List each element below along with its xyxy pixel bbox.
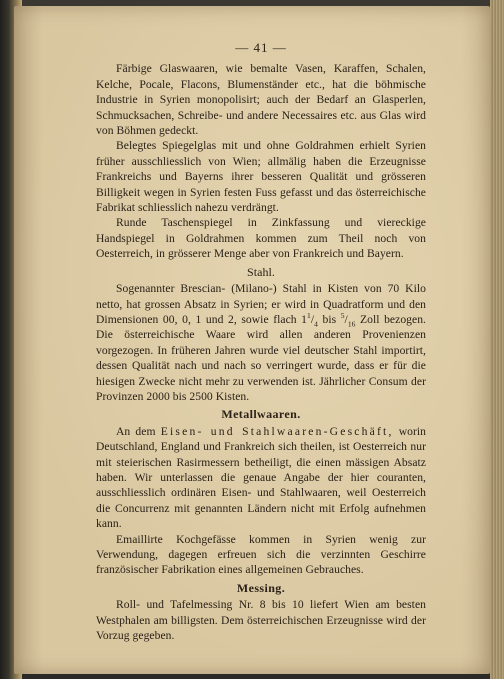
paragraph-spiegelglas: Belegtes Spiegelglas mit und ohne Goldrahmen erhielt Syrien früher ausschliesslich von Wien; allmälig haben die Erzeugnisse Frankreichs und Bayerns ihrer besseren Qualität und grösseren Billigkeit wegen in Syrien festen Fuss gefasst und das österreichische Fabrikat schliesslich nahezu verdrängt.	[96, 139, 426, 215]
stahl-text-2: bis	[317, 312, 341, 326]
paragraph-messing: Roll- und Tafelmessing Nr. 8 bis 10 liefert Wien am besten Westphalen am billigsten. Dem österreichischen Erzeugnisse wird der Vorzug gegeben.	[96, 598, 426, 643]
fraction-1-numerator: 1	[307, 311, 311, 321]
metall-spaced-term: Eisen- und Stahlwaaren-Geschäft,	[160, 424, 394, 438]
metall-rest: worin Deutschland, England und Frankreich sich theilen, ist Oesterreich nur mit steierischen Rasirmessern betheiligt, die einen mässigen Absatz haben. Wir unterlassen die genaue Angabe der hier couranten, ausschliesslich ordinären Eisen- und Stahlwaaren, weil Oesterreich die Concurrenz mit genannten Ländern nicht mit Erfolg aufnehmen kann.	[96, 424, 427, 531]
metall-intro: An dem	[116, 424, 161, 438]
paragraph-eisen-stahl	[96, 424, 426, 532]
paragraph-stahl: Sogenannter Brescian- (Milano-) Stahl in Kisten von 70 Kilo netto, hat grossen Absatz in Syrien; er wird in Quadratform und den Dimensionen 00, 0, 1 und 2, sowie flach $1^1/_4$ bis $^5/_{16}$ Zoll bezogen. Die österreichische Waare wird allen anderen Provenienzen vorgezogen. In früheren Jahren wurde viel deutscher Stahl importirt, dessen Qualität nach und nach so verringert wurde, dass er für die hiesigen Zwecke nicht mehr zu verwenden ist. Jährlicher Consum der Provinzen 2000 bis 2500 Kisten.	[96, 282, 426, 403]
page-edges	[490, 0, 504, 679]
stahl-text-1: Sogenannter Brescian- (Milano-) Stahl in Kisten von 70 Kilo netto, hat grossen Absatz in Syrien; er wird in Quadratform und den Dimensionen 00, 0, 1 und 2, sowie flach 1	[96, 282, 426, 326]
paragraph-glaswaaren: Färbige Glaswaaren, wie bemalte Vasen, Karaffen, Schalen, Kelche, Pocale, Flacons, Blumenständer etc., hat die böhmische Industrie in Syrien monopolisirt; auch der Bedarf an Glasperlen, Schmucksachen, Schreibe- und andere Necessaires etc. aus Glas wird von Böhmen gedeckt.	[96, 62, 426, 138]
heading-stahl: Stahl.	[247, 264, 275, 279]
page-text	[96, 40, 426, 643]
heading-metallwaaren: Metallwaaren.	[221, 407, 301, 422]
fraction-2-denominator: 16	[347, 319, 356, 329]
paragraph-kochgefaesse: Emaillirte Kochgefässe kommen in Syrien wenig zur Verwendung, dagegen erfreuen sich die verzinnten Geschirre französischer Fabrikation eines allgemeinen Gebrauches.	[96, 532, 426, 577]
stahl-text-3: Zoll bezogen. Die österreichische Waare wird allen anderen Provenienzen vorgezogen. In früheren Jahren wurde viel deutscher Stahl importirt, dessen Qualität nach und nach so verringert wurde, dass er für die hiesigen Zwecke nicht mehr zu verwenden ist. Jährlicher Consum der Provinzen 2000 bis 2500 Kisten.	[96, 312, 426, 403]
heading-messing: Messing.	[236, 580, 286, 595]
fraction-2-numerator: 5	[340, 311, 345, 321]
fraction-1-denominator: 4	[314, 319, 318, 329]
page-number: — 41 —	[235, 40, 287, 55]
paragraph-taschenspiegel: Runde Taschenspiegel in Zinkfassung und viereckige Handspiegel in Goldrahmen kommen zum Theil noch von Oesterreich, in grösserer Menge aber von Frankreich und Bayern.	[96, 216, 426, 261]
